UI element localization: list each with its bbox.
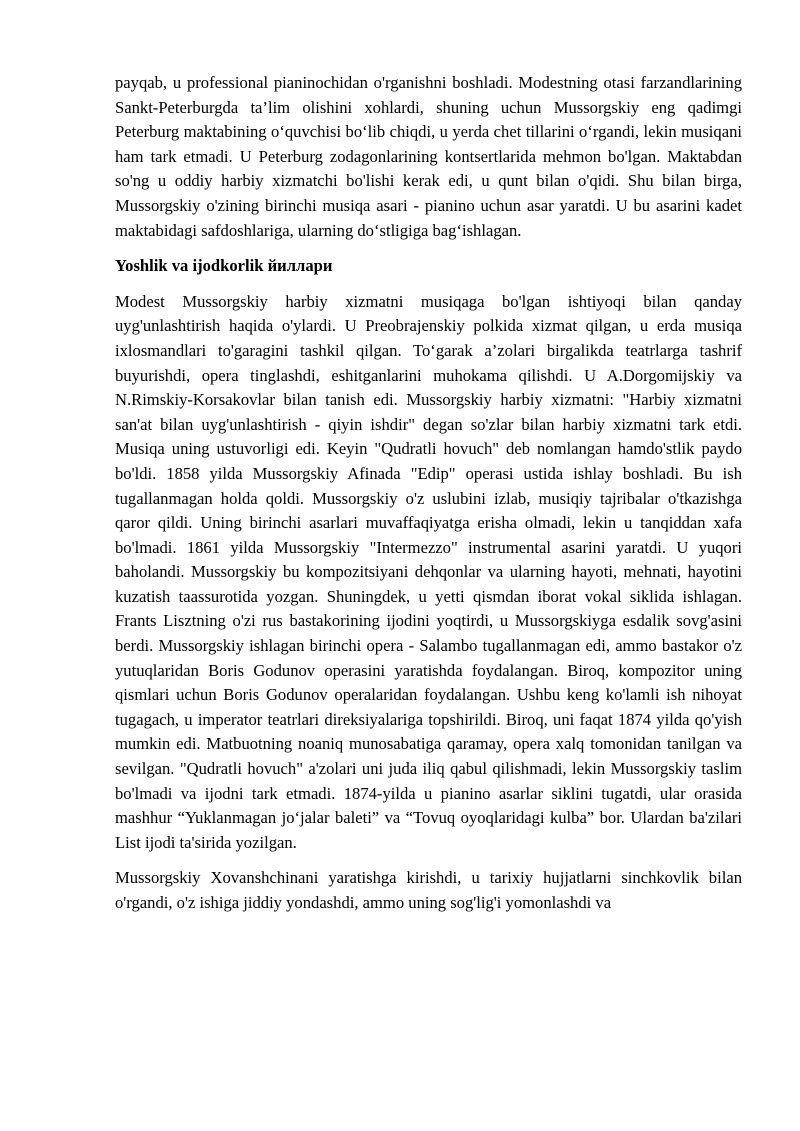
document-page: [115, 71, 742, 927]
paragraph-intro: payqab, u professional pianinochidan o'rganishni boshladi. Modestning otasi farzandlarining Sankt-Peterburgda ta’lim olishini xohlardi, shuning uchun Mussorgskiy eng qadimgi Peterburg maktabining oʻquvchisi boʻlib chiqdi, u yerda chet tillarini oʻrgandi, lekin musiqani ham tark etmadi. U Peterburg zodagonlarining kontsertlarida mehmon bo'lgan. Maktabdan so'ng u oddiy harbiy xizmatchi bo'lishi kerak edi, u qunt bilan o'qidi. Shu bilan birga, Mussorgskiy o'zining birinchi musiqa asari - pianino uchun asar yaratdi. U bu asarini kadet maktabidagi safdoshlariga, ularning doʻstligiga bagʻishlagan.: [115, 73, 742, 240]
section-heading: Yoshlik va ijodkorlik йиллари: [115, 256, 333, 276]
paragraph-khovanshchina: Mussorgskiy Xovanshchinani yaratishga kirishdi, u tarixiy hujjatlarni sinchkovlik bilan o'rgandi, o'z ishiga jiddiy yondashdi, ammo uning sog'lig'i yomonlashdi va: [115, 868, 742, 912]
paragraph-youth: Modest Mussorgskiy harbiy xizmatni musiqaga bo'lgan ishtiyoqi bilan qanday uyg'unlashtirish haqida o'ylardi. U Preobrajenskiy polkida xizmat qilgan, u erda musiqa ixlosmandlari to'garagini tashkil qilgan. Toʻgarak a’zolari birgalikda teatrlarga tashrif buyurishdi, opera tinglashdi, eshitganlarini muhokama qilishdi. U A.Dorgomijskiy va N.Rimskiy-Korsakovlar bilan tanish edi. Mussorgskiy harbiy xizmatni: "Harbiy xizmatni san'at bilan uyg'unlashtirish - qiyin ishdir" degan so'zlar bilan harbiy xizmatni tark etdi. Musiqa uning ustuvorligi edi. Keyin "Qudratli hovuch" deb nomlangan hamdo'stlik paydo bo'ldi. 1858 yilda Mussorgskiy Afinada "Edip" operasi ustida ishlay boshladi. Bu ish tugallanmagan holda qoldi. Mussorgskiy o'z uslubini izlab, musiqiy tajribalar o'tkazishga qaror qildi. Uning birinchi asarlari muvaffaqiyatga erisha olmadi, lekin u tanqiddan xafa bo'lmadi. 1861 yilda Mussorgskiy "Intermezzo" instrumental asarini yaratdi. U yuqori baholandi. Mussorgskiy bu kompozitsiyani dehqonlar va ularning hayoti, mehnati, hayotini kuzatish taassurotida yozgan. Shuningdek, u yetti qismdan iborat vokal siklida ishlagan. Frants Lisztning o'zi rus bastakorining ijodini yoqtirdi, u Mussorgskiyga esdalik sovg'asini berdi. Mussorgskiy ishlagan birinchi opera - Salambo tugallanmagan edi, ammo bastakor o'z yutuqlaridan Boris Godunov operasini yaratishda foydalangan. Biroq, kompozitor uning qismlari uchun Boris Godunov operalaridan foydalangan. Ushbu keng ko'lamli ish nihoyat tugagach, u imperator teatrlari direksiyalariga topshirildi. Biroq, uni faqat 1874 yilda qo'yish mumkin edi. Matbuotning noaniq munosabatiga qaramay, opera xalq tomonidan tanilgan va sevilgan. "Qudratli hovuch" a'zolari uni juda iliq qabul qilishmadi, lekin Mussorgskiy taslim bo'lmadi va ijodni tark etmadi. 1874-yilda u pianino asarlar siklini tugatdi, ular orasida mashhur “Yuklanmagan joʻjalar baleti” va “Tovuq oyoqlaridagi kulba” bor. Ulardan ba'zilari List ijodi ta'sirida yozilgan.: [115, 291, 742, 852]
